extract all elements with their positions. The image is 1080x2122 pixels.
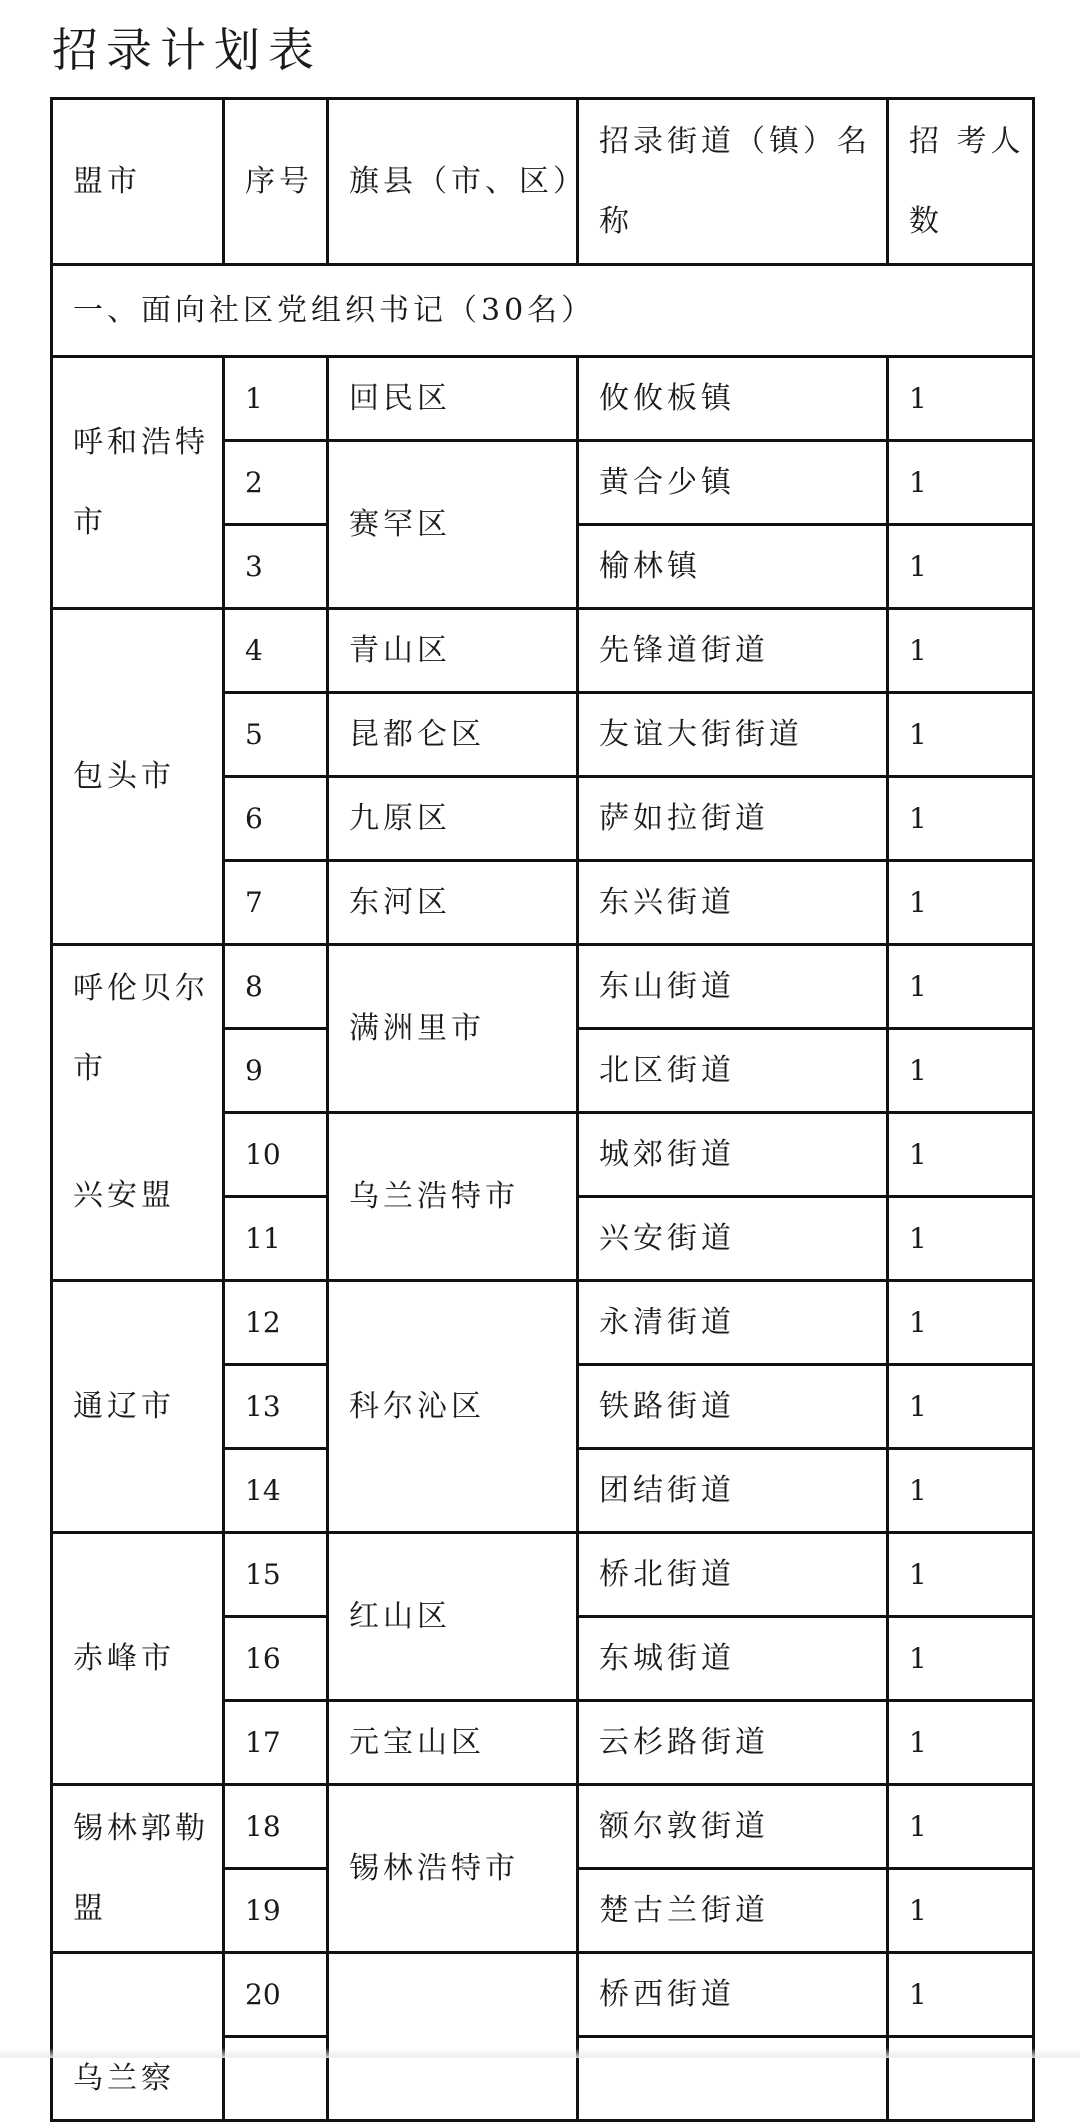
- street-cell: 云杉路街道: [578, 1701, 888, 1785]
- league-cell: 乌兰察: [52, 1953, 224, 2121]
- header-street: 招录街道（镇）名称: [578, 99, 888, 265]
- street-cell: 黄合少镇: [578, 441, 888, 525]
- header-count: 招 考人数: [888, 99, 1034, 265]
- league-cell: 呼和浩特市: [52, 357, 224, 609]
- count-cell: 1: [888, 525, 1034, 609]
- seq-cell: 3: [224, 525, 328, 609]
- county-cell: 满洲里市: [328, 945, 578, 1113]
- street-cell: 友谊大街街道: [578, 693, 888, 777]
- count-cell: 1: [888, 357, 1034, 441]
- count-cell: 1: [888, 693, 1034, 777]
- seq-cell: 10: [224, 1113, 328, 1197]
- section-title: 一、面向社区党组织书记（30名）: [52, 265, 1034, 357]
- seq-cell: 16: [224, 1617, 328, 1701]
- header-league: 盟市: [52, 99, 224, 265]
- count-cell: 1: [888, 777, 1034, 861]
- count-cell: 1: [888, 945, 1034, 1029]
- street-cell: 攸攸板镇: [578, 357, 888, 441]
- league-cell: 通辽市: [52, 1281, 224, 1533]
- recruitment-table-wrapper: [50, 97, 1035, 2122]
- street-cell: 楚古兰街道: [578, 1869, 888, 1953]
- street-cell: 永清街道: [578, 1281, 888, 1365]
- league-cell: 包头市: [52, 609, 224, 945]
- league-cell: 呼伦贝尔市: [52, 945, 224, 1113]
- table-row: [52, 1533, 1034, 1617]
- table-row: [52, 609, 1034, 693]
- county-cell: 九原区: [328, 777, 578, 861]
- count-cell: 1: [888, 1365, 1034, 1449]
- count-cell: 1: [888, 1953, 1034, 2037]
- league-cell: 赤峰市: [52, 1533, 224, 1785]
- seq-cell: 14: [224, 1449, 328, 1533]
- county-cell: 东河区: [328, 861, 578, 945]
- county-cell: 科尔沁区: [328, 1281, 578, 1533]
- seq-cell: 19: [224, 1869, 328, 1953]
- league-cell: 锡林郭勒盟: [52, 1785, 224, 1953]
- header-seq: 序号: [224, 99, 328, 265]
- table-row: [52, 1113, 1034, 1197]
- seq-cell: 9: [224, 1029, 328, 1113]
- seq-cell: 17: [224, 1701, 328, 1785]
- count-cell: 1: [888, 1533, 1034, 1617]
- street-cell: 城郊街道: [578, 1113, 888, 1197]
- street-cell: 先锋道街道: [578, 609, 888, 693]
- street-cell: 兴安街道: [578, 1197, 888, 1281]
- street-cell: 桥北街道: [578, 1533, 888, 1617]
- county-cell: 赛罕区: [328, 441, 578, 609]
- count-cell: 1: [888, 1029, 1034, 1113]
- street-cell: 北区街道: [578, 1029, 888, 1113]
- count-cell: 1: [888, 441, 1034, 525]
- count-cell: 1: [888, 1617, 1034, 1701]
- street-cell: 东城街道: [578, 1617, 888, 1701]
- county-cell: 乌兰浩特市: [328, 1113, 578, 1281]
- street-cell: 东兴街道: [578, 861, 888, 945]
- seq-cell: 18: [224, 1785, 328, 1869]
- count-cell: 1: [888, 1113, 1034, 1197]
- county-cell: 青山区: [328, 609, 578, 693]
- count-cell: 1: [888, 1449, 1034, 1533]
- league-cell: 兴安盟: [52, 1113, 224, 1281]
- street-cell: 东山街道: [578, 945, 888, 1029]
- seq-cell: 20: [224, 1953, 328, 2037]
- count-cell: 1: [888, 1701, 1034, 1785]
- seq-cell: 1: [224, 357, 328, 441]
- seq-cell: 6: [224, 777, 328, 861]
- county-cell: 元宝山区: [328, 1701, 578, 1785]
- county-cell: 回民区: [328, 357, 578, 441]
- count-cell: 1: [888, 1869, 1034, 1953]
- count-cell: 1: [888, 609, 1034, 693]
- street-cell: 额尔敦街道: [578, 1785, 888, 1869]
- bottom-scroll-edge: [0, 2048, 1080, 2058]
- seq-cell: 13: [224, 1365, 328, 1449]
- street-cell: 榆林镇: [578, 525, 888, 609]
- table-row: [52, 945, 1034, 1029]
- street-cell: 萨如拉街道: [578, 777, 888, 861]
- header-county: 旗县（市、区）: [328, 99, 578, 265]
- table-row: [52, 357, 1034, 441]
- seq-cell: 11: [224, 1197, 328, 1281]
- table-row: [52, 1785, 1034, 1869]
- seq-cell: 2: [224, 441, 328, 525]
- street-cell: 团结街道: [578, 1449, 888, 1533]
- seq-cell: 15: [224, 1533, 328, 1617]
- section-row: [52, 265, 1034, 357]
- county-cell: 红山区: [328, 1533, 578, 1701]
- seq-cell: 7: [224, 861, 328, 945]
- table-row: [52, 1953, 1034, 2037]
- seq-cell: 12: [224, 1281, 328, 1365]
- table-header-row: [52, 99, 1034, 265]
- seq-cell: 4: [224, 609, 328, 693]
- recruitment-plan-table: [50, 97, 1035, 2122]
- street-cell: 铁路街道: [578, 1365, 888, 1449]
- county-cell: 昆都仑区: [328, 693, 578, 777]
- street-cell: 桥西街道: [578, 1953, 888, 2037]
- county-cell: [328, 1953, 578, 2121]
- count-cell: 1: [888, 1281, 1034, 1365]
- table-row: [52, 1281, 1034, 1365]
- count-cell: 1: [888, 1197, 1034, 1281]
- count-cell: 1: [888, 861, 1034, 945]
- county-cell: 锡林浩特市: [328, 1785, 578, 1953]
- count-cell: 1: [888, 1785, 1034, 1869]
- document-title: 招录计划表: [52, 23, 322, 77]
- seq-cell: 8: [224, 945, 328, 1029]
- seq-cell: 5: [224, 693, 328, 777]
